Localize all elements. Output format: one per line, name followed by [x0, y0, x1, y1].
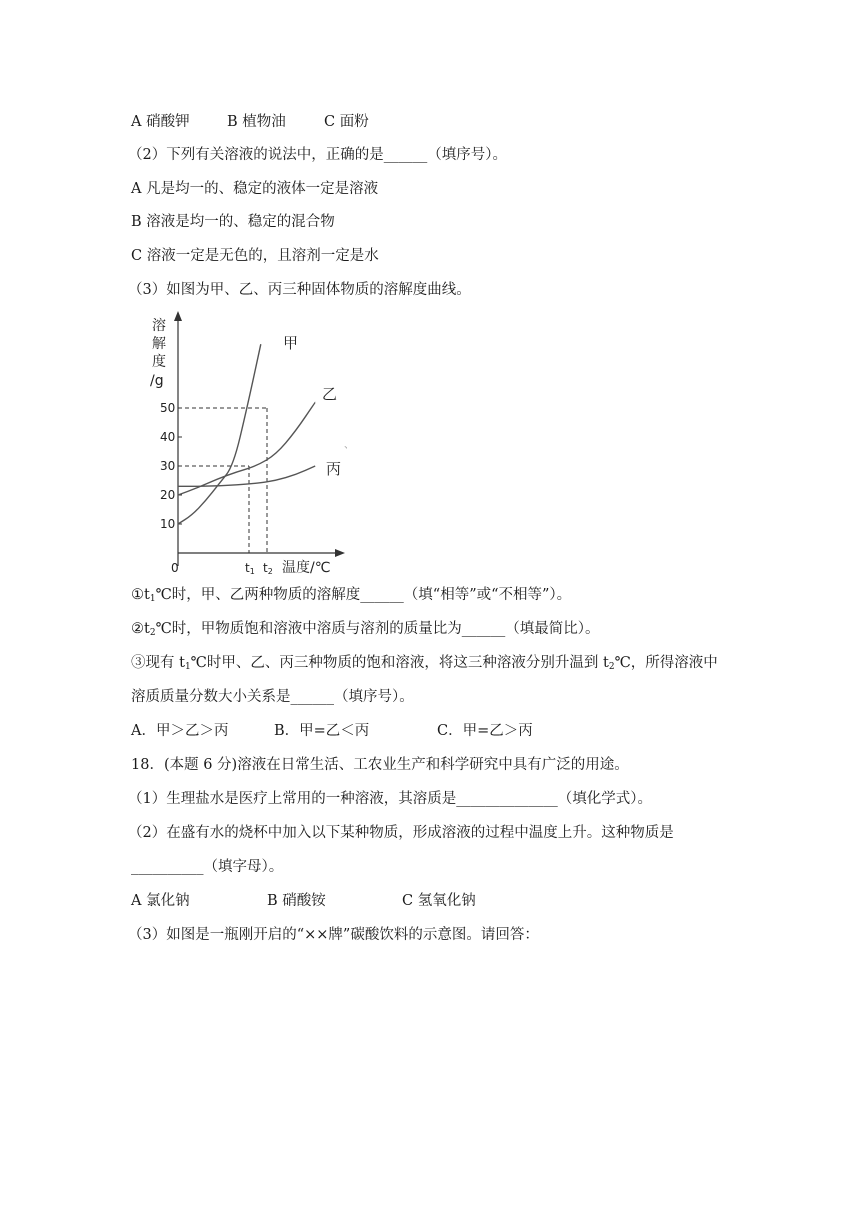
- y-tick-label: 40: [160, 430, 176, 444]
- q17-3-sub2: [131, 619, 600, 643]
- q17-3-sub3-text-end: ℃，所得溶液中: [614, 655, 718, 671]
- q17-3-option-c: C．甲=乙＞丙: [437, 723, 533, 739]
- x-tick-label-1: t1: [245, 561, 255, 576]
- stray-mark: 、: [344, 440, 354, 451]
- q17-1-option-c: C 面粉: [324, 114, 369, 130]
- q17-3-sub3-subscript-2: 2: [608, 662, 615, 672]
- q17-3-sub3-prefix: ③现有 t: [131, 655, 185, 671]
- q18-option-c: C 氢氧化钠: [402, 893, 476, 909]
- q17-3-sub1-text: ℃时，甲、乙两种物质的溶解度______（填“相等”或“不相等”）。: [155, 587, 572, 603]
- y-tick-label: 30: [160, 459, 176, 473]
- q17-3-sub1: [131, 585, 571, 609]
- y-tick-label: 10: [160, 517, 176, 531]
- y-tick-label: 50: [160, 401, 176, 415]
- q17-3-sub2-subscript: 2: [149, 628, 156, 638]
- curve-series-2: [178, 402, 315, 495]
- solubility-curve-chart: [140, 308, 355, 578]
- q17-3-options: [131, 721, 533, 741]
- series-label-2: 乙: [322, 385, 338, 403]
- curve-series-1: [178, 344, 261, 524]
- q17-2-option-c: C 溶液一定是无色的，且溶剂一定是水: [131, 248, 379, 264]
- q18-sub2-line2: __________（填字母）。: [131, 859, 284, 875]
- x-axis-label: 温度/℃: [282, 560, 331, 576]
- origin-label: 0: [171, 561, 179, 575]
- q17-1-option-b: B 植物油: [227, 114, 286, 130]
- q18-options: [131, 891, 476, 911]
- y-axis-label-char-2: 解: [152, 336, 166, 352]
- q18-option-a: A 氯化钠: [131, 893, 190, 909]
- q17-2-option-a: A 凡是均一的、稳定的液体一定是溶液: [131, 181, 379, 197]
- y-axis-arrow: [174, 311, 182, 321]
- q17-1-option-a: A 硝酸钾: [131, 114, 190, 130]
- y-axis-label-unit: /g: [150, 373, 164, 389]
- y-tick-label: 20: [160, 488, 176, 502]
- q18-option-b: B 硝酸铵: [267, 893, 326, 909]
- q17-1-options: [131, 112, 369, 132]
- y-axis-label-char-1: 溶: [152, 318, 166, 334]
- q17-3-sub2-text: ℃时，甲物质饱和溶液中溶质与溶剂的质量比为______（填最简比）。: [155, 621, 600, 637]
- y-axis-label: [150, 317, 166, 389]
- q17-3-sub1-subscript: 1: [149, 594, 156, 604]
- q17-2-stem: （2）下列有关溶液的说法中，正确的是______（填序号）。: [128, 147, 507, 163]
- curves: [178, 334, 341, 524]
- q17-3-sub3: [131, 653, 718, 677]
- q17-3-sub1-prefix: ①t: [131, 587, 150, 603]
- q18-sub1: （1）生理盐水是医疗上常用的一种溶液，其溶质是______________（填化学式）。: [128, 791, 652, 807]
- q18-sub3: （3）如图是一瓶刚开启的“××牌”碳酸饮料的示意图。请回答：: [128, 927, 539, 943]
- q17-3-sub2-prefix: ②t: [131, 621, 150, 637]
- series-label-3: 丙: [326, 460, 342, 478]
- q18-stem: 18．(本题 6 分)溶液在日常生活、工农业生产和科学研究中具有广泛的用途。: [131, 757, 629, 773]
- y-axis-label-char-3: 度: [152, 354, 166, 370]
- q17-3-sub3-subscript-1: 1: [184, 662, 191, 672]
- q17-2-option-b: B 溶液是均一的、稳定的混合物: [131, 214, 335, 230]
- q17-3-option-b: B．甲=乙＜丙: [274, 723, 370, 739]
- q17-3-sub3-line2: 溶质质量分数大小关系是______（填序号）。: [131, 689, 414, 705]
- x-ticks: [245, 561, 273, 576]
- q18-sub2-line1: （2）在盛有水的烧杯中加入以下某种物质，形成溶液的过程中温度上升。这种物质是: [128, 825, 674, 841]
- q17-3-sub3-text: ℃时甲、乙、丙三种物质的饱和溶液，将这三种溶液分别升温到 t: [190, 655, 609, 671]
- q17-3-stem: （3）如图为甲、乙、丙三种固体物质的溶解度曲线。: [128, 282, 471, 298]
- q17-3-option-a: A．甲＞乙＞丙: [131, 723, 229, 739]
- x-tick-label-2: t2: [263, 561, 273, 576]
- series-label-1: 甲: [283, 334, 299, 352]
- x-axis-arrow: [335, 549, 345, 557]
